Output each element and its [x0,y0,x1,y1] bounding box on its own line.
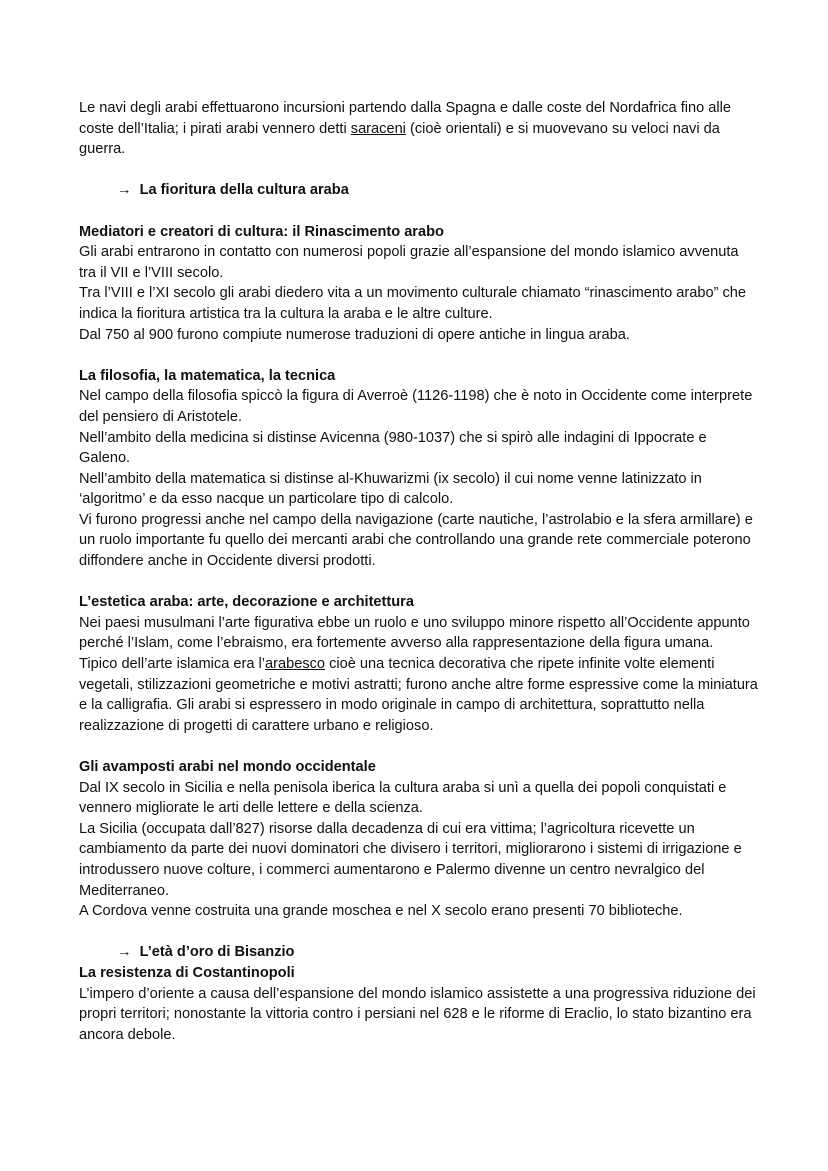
paragraph: Vi furono progressi anche nel campo della navigazione (carte nautiche, l’astrolabio e la sfera armillare) e un ruolo importante fu quello dei mercanti arabi che controllando una grande rete commerciale poterono diffondere anche in Occidente diversi prodotti. [79,511,753,570]
section-heading-bisanzio: → L’età d’oro di Bisanzio [117,944,295,961]
intro-paragraph: Le navi degli arabi effettuarono incursioni partendo dalla Spagna e dalle coste del Nordafrica fino alle coste dell’Italia; i pirati arabi vennero detti saraceni (cioè orientali) e si muovevano su veloci navi da guerra. [79,100,732,158]
paragraph: Tipico dell’arte islamica era l’arabesco cioè una tecnica decorativa che ripete infinite volte elementi vegetali, stilizzazioni geometriche e motivi astratti; furono anche altre forme espressive come la miniatura e la calligrafia. Gli arabi si espressero in modo originale in campo di architettura, soprattutto nella realizzazione di progetti di carattere urbano e religioso. [79,656,758,734]
paragraph: La Sicilia (occupata dall’827) risorse dalla decadenza di cui era vittima; l’agricoltura ricevette un cambiamento da parte dei nuovi dominatori che divisero i territori, migliorarono i sistemi di irrigazione e introdussero nuove colture, i commerci aumentarono e Palermo divenne un centro nevralgico del Mediterraneo. [79,820,742,899]
paragraph: Nell’ambito della medicina si distinse Avicenna (980-1037) che si spirò alle indagini di Ippocrate e Galeno. [79,429,707,467]
paragraph: Tra l’VIII e l’XI secolo gli arabi diedero vita a un movimento culturale chiamato “rinascimento arabo” che indica la fioritura artistica tra la cultura la araba e le altre culture. [79,285,747,322]
paragraph: L’impero d’oriente a causa dell’espansione del mondo islamico assistette a una progressiva riduzione dei propri territori; nonostante la vittoria contro i persiani nel 628 e le riforme di Eraclio, lo stato bizantino era ancora debole. [79,985,756,1043]
paragraph: Dal 750 al 900 furono compiute numerose traduzioni di opere antiche in lingua araba. [79,326,630,343]
section-heading-fioritura: → La fioritura della cultura araba [117,182,349,199]
paragraph: Gli arabi entrarono in contatto con numerosi popoli grazie all’espansione del mondo islamico avvenuta tra il VII e l’VIII secolo. [79,244,739,281]
paragraph: A Cordova venne costruita una grande moschea e nel X secolo erano presenti 70 biblioteche. [79,903,683,920]
arabesco-term: arabesco [265,656,326,673]
paragraph: Nel campo della filosofia spiccò la figura di Averroè (1126-1198) che è noto in Occidente come interprete del pensiero di Aristotele. [79,388,753,425]
heading-filosofia: La filosofia, la matematica, la tecnica [79,367,336,384]
paragraph: Dal IX secolo in Sicilia e nella penisola iberica la cultura araba si unì a quella dei popoli conquistati e vennero migliorate le arti delle lettere e della scienza. [79,779,727,817]
heading-avamposti: Gli avamposti arabi nel mondo occidentale [79,759,376,775]
heading-mediatori: Mediatori e creatori di cultura: il Rinascimento arabo [79,223,444,240]
arrow-right-icon: → [117,944,132,961]
heading-estetica: L’estetica araba: arte, decorazione e architettura [79,594,414,611]
saraceni-term: saraceni [350,120,406,137]
paragraph: Nei paesi musulmani l’arte figurativa ebbe un ruolo e uno sviluppo minore rispetto all’Occidente appunto perché l’Islam, come l’ebraismo, era fortemente avverso alla rappresentazione della figura umana. [79,614,750,652]
paragraph: Nell’ambito della matematica si distinse al-Khuwarizmi (ix secolo) il cui nome venne latinizzato in ‘algoritmo’ e da esso nacque un particolare tipo di calcolo. [79,470,702,508]
heading-resistenza: La resistenza di Costantinopoli [79,964,295,981]
arrow-right-icon: → [117,182,132,199]
